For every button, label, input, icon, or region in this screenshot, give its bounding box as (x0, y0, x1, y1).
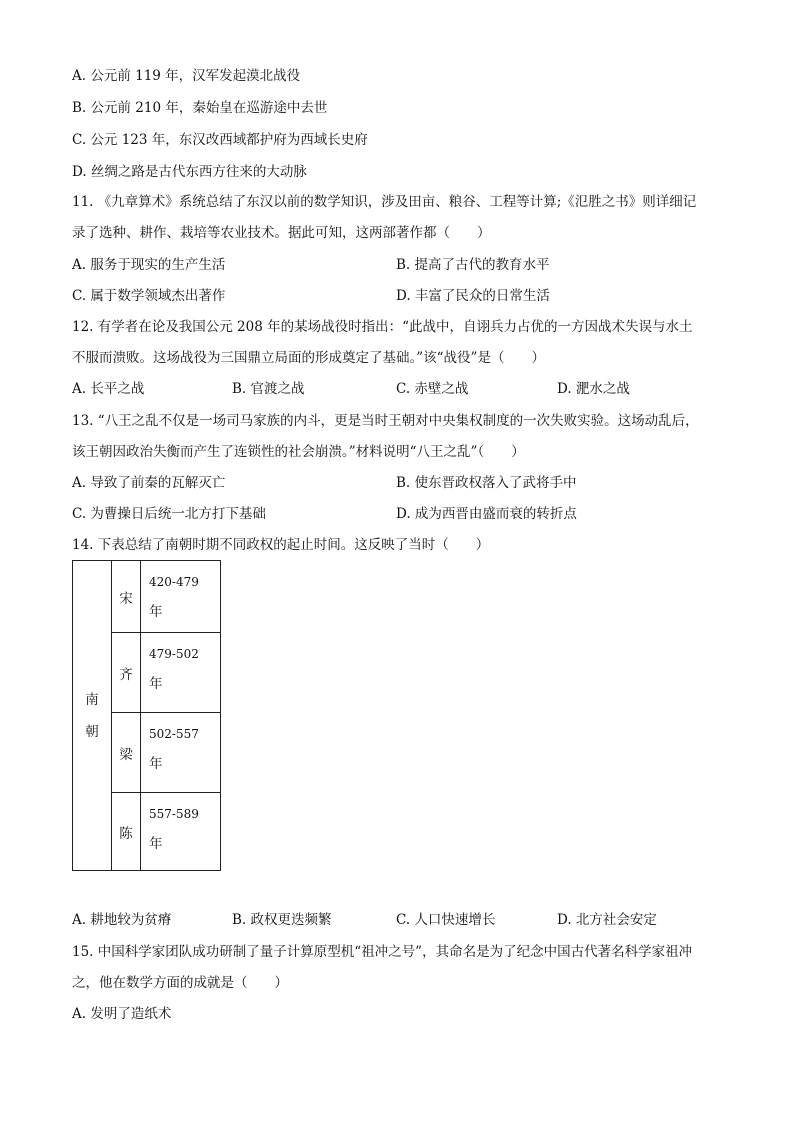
year-unit: 年 (149, 604, 163, 620)
q13-stem-line2: 该王朝因政治失衡而产生了连锁性的社会崩溃。”材料说明“八王之乱”（ ） (72, 444, 525, 460)
q14-option-c: C. 人口快速增长 (396, 912, 496, 928)
dynasty-years (141, 633, 221, 713)
q13-option-c: C. 为曹操日后统一北方打下基础 (72, 506, 266, 522)
q12-option-a: A. 长平之战 (72, 381, 145, 397)
q12-stem-line1: 12. 有学者在论及我国公元 208 年的某场战役时指出：“此战中，自诩兵力占优的一方因战术失误与水土 (72, 319, 693, 335)
year-range: 557-589 (149, 807, 199, 821)
q15-stem-line2: 之，他在数学方面的成就是（ ） (72, 975, 288, 991)
dynasty-years (141, 561, 221, 633)
year-unit: 年 (149, 676, 163, 692)
q14-option-b: B. 政权更迭频繁 (232, 912, 332, 928)
q10-option-b: B. 公元前 210 年，秦始皇在巡游途中去世 (72, 100, 328, 116)
year-range: 502-557 (149, 727, 199, 741)
era-label-cell (73, 561, 112, 871)
q12-stem-line2: 不服而溃败。这场战役为三国鼎立局面的形成奠定了基础。”该“战役”是（ ） (72, 350, 545, 366)
year-unit: 年 (149, 756, 163, 772)
q15-stem-line1: 15. 中国科学家团队成功研制了量子计算原型机“祖冲之号”，其命名是为了纪念中国古代著名科学家祖冲 (72, 944, 693, 960)
q14-option-d: D. 北方社会安定 (557, 912, 657, 928)
era-label-char: 南 (85, 691, 99, 708)
q10-option-d: D. 丝绸之路是古代东西方往来的大动脉 (72, 164, 307, 180)
dynasty-years (141, 713, 221, 793)
q14-option-a: A. 耕地较为贫瘠 (72, 912, 172, 928)
q13-option-b: B. 使东晋政权落入了武将手中 (396, 475, 577, 491)
q11-stem-line1: 11. 《九章算术》系统总结了东汉以前的数学知识，涉及田亩、粮谷、工程等计算;《氾胜之书》则详细记 (72, 194, 697, 210)
dynasty-name: 梁 (112, 713, 141, 793)
dynasty-name: 宋 (112, 561, 141, 633)
q13-option-d: D. 成为西晋由盛而衰的转折点 (396, 506, 577, 522)
table-row (73, 561, 221, 633)
year-range: 479-502 (149, 647, 199, 661)
q12-option-b: B. 官渡之战 (232, 381, 305, 397)
q10-option-c: C. 公元 123 年，东汉改西域都护府为西域长史府 (72, 132, 368, 148)
q13-option-a: A. 导致了前秦的瓦解灭亡 (72, 475, 226, 491)
year-range: 420-479 (149, 575, 199, 589)
q11-option-b: B. 提高了古代的教育水平 (396, 257, 550, 273)
dynasty-years (141, 793, 221, 871)
q12-option-d: D. 淝水之战 (557, 381, 630, 397)
q11-option-a: A. 服务于现实的生产生活 (72, 257, 226, 273)
q11-option-c: C. 属于数学领域杰出著作 (72, 288, 226, 304)
q10-option-a: A. 公元前 119 年，汉军发起漠北战役 (72, 68, 301, 84)
q15-option-a: A. 发明了造纸术 (72, 1006, 172, 1022)
era-label-char: 朝 (85, 723, 99, 740)
q13-stem-line1: 13. “八王之乱不仅是一场司马家族的内斗，更是当时王朝对中央集权制度的一次失败实验。这场动乱后， (72, 413, 699, 429)
dynasty-name: 齐 (112, 633, 141, 713)
southern-dynasties-table (72, 560, 221, 871)
q12-option-c: C. 赤壁之战 (396, 381, 469, 397)
q14-stem: 14. 下表总结了南朝时期不同政权的起止时间。这反映了当时（ ） (72, 537, 490, 553)
dynasty-name: 陈 (112, 793, 141, 871)
q11-option-d: D. 丰富了民众的日常生活 (396, 288, 550, 304)
year-unit: 年 (149, 836, 163, 852)
q11-stem-line2: 录了选种、耕作、栽培等农业技术。据此可知，这两部著作都（ ） (72, 225, 491, 241)
